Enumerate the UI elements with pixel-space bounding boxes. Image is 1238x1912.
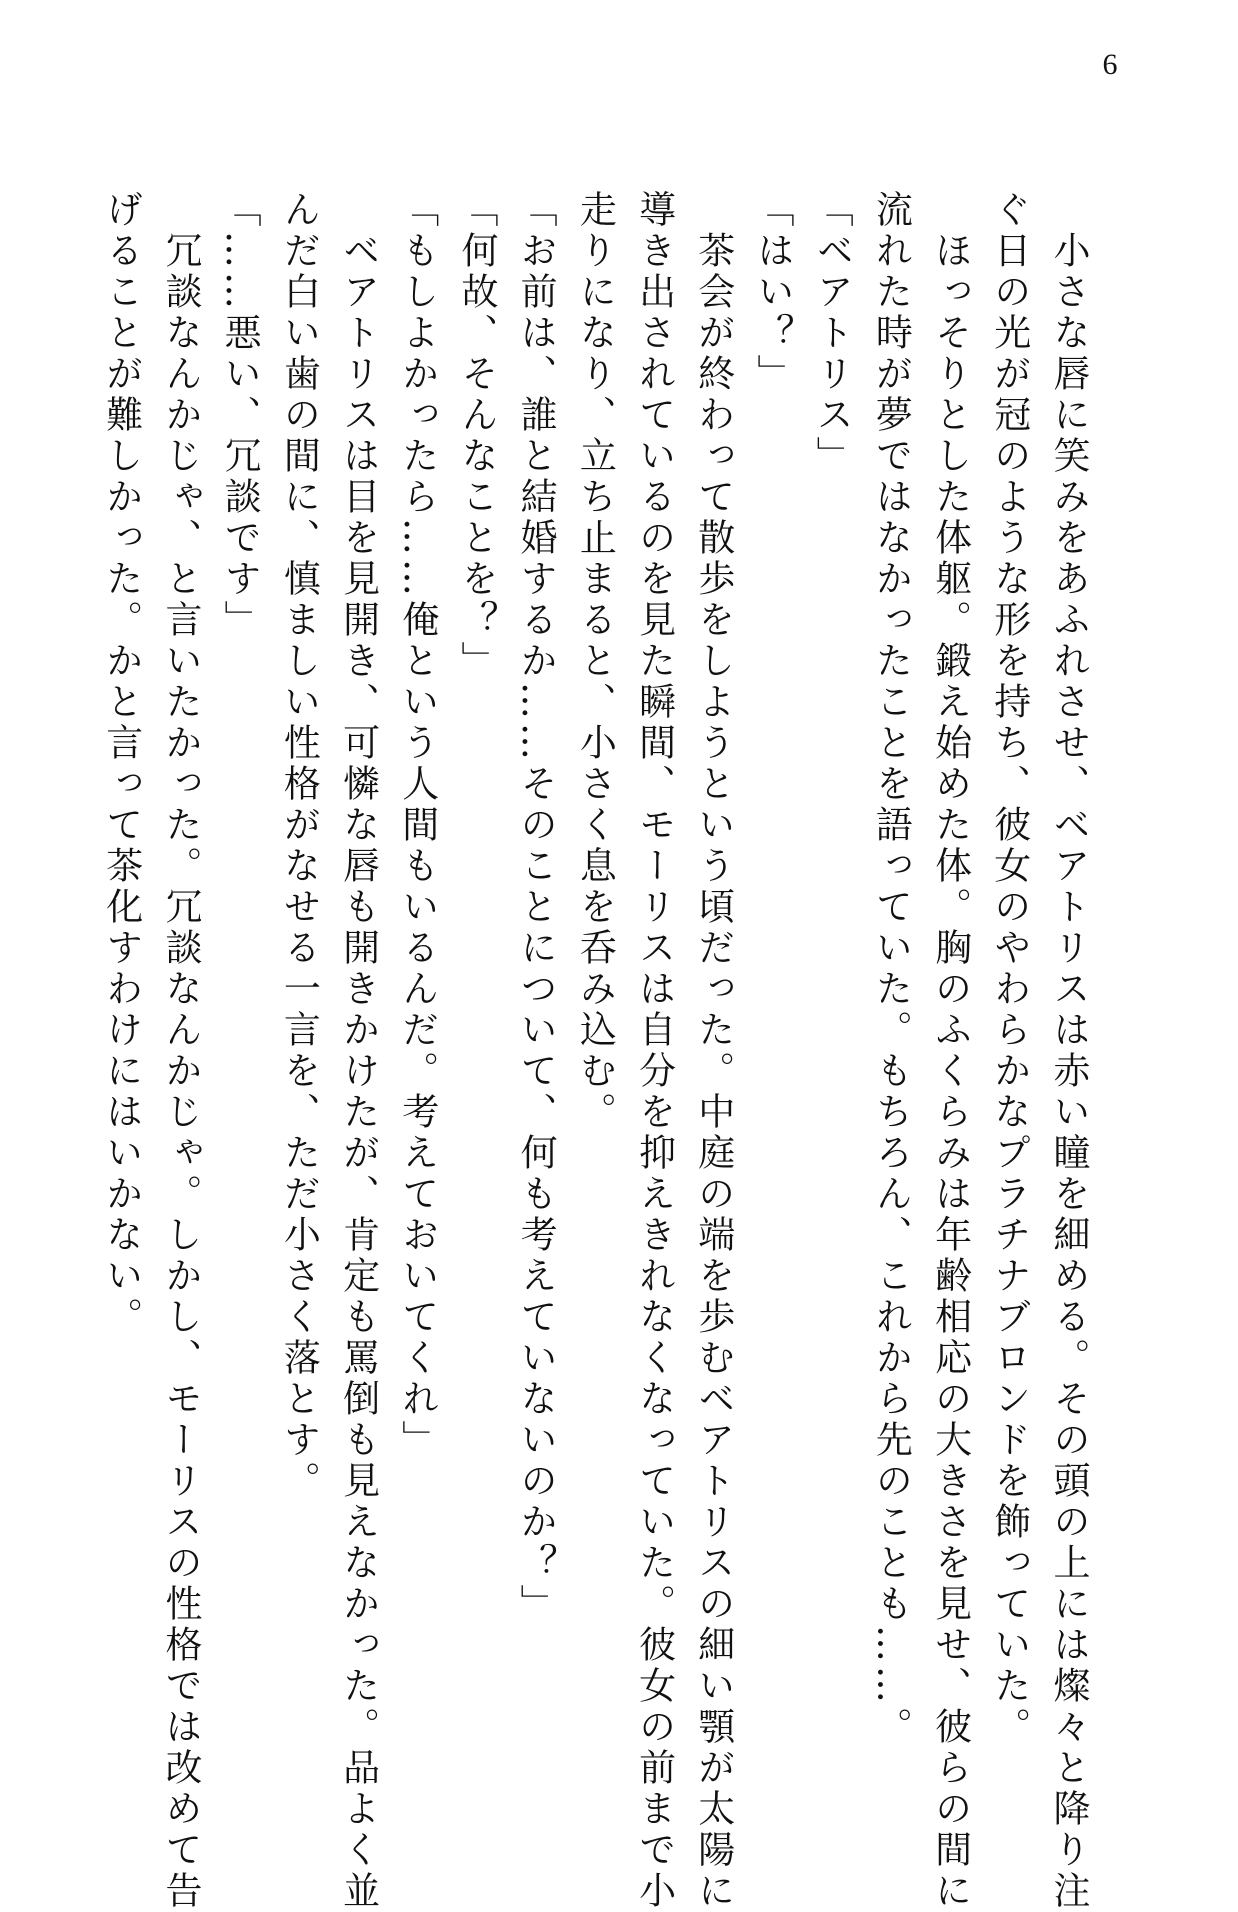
dialogue-line [210,190,269,1570]
paragraph [861,190,979,1912]
text-line: 流れた時が夢ではなかったことを語っていた。もちろん、これから先のことも……。 [869,190,913,1748]
text-line: 導き出されているのを見た瞬間、モーリスは自分を抑えきれなくなっていた。彼女の前まで小 [632,190,676,1912]
text-line: 走りになり、立ち止まると、小さく息を呑み込む。 [573,190,617,1133]
paragraph [269,190,387,1912]
paragraph [565,190,743,1912]
novel-body-text [92,190,1098,1912]
text-line: 「何故、そんなことを？」 [454,190,498,682]
dialogue-line [802,190,861,1570]
paragraph [980,190,1098,1912]
text-line: 「お前は、誰と結婚するか……そのことについて、何も考えていないのか？」 [514,190,558,1625]
text-line: ベアトリスは目を見開き、可憐な唇も開きかけたが、肯定も罵倒も見えなかった。品よく並 [336,190,380,1912]
text-line: ほっそりとした体躯。鍛え始めた体。胸のふくらみは年齢相応の大きさを見せ、彼らの間に [928,190,972,1912]
dialogue-line [447,190,506,1570]
text-line: ぐ日の光が冠のような形を持ち、彼女のやわらかなプラチナブロンドを飾っていた。 [987,190,1031,1748]
text-line: んだ白い歯の間に、慎ましい性格がなせる一言を、ただ小さく落とす。 [277,190,321,1502]
paragraph [92,190,210,1912]
text-line: 小さな唇に笑みをあふれさせ、ベアトリスは赤い瞳を細める。その頭の上には燦々と降り注 [1047,190,1090,1912]
text-line: 冗談なんかじゃ、と言いたかった。冗談なんかじゃ。しかし、モーリスの性格では改めて告 [158,190,202,1912]
text-line: 「はい？」 [750,190,794,395]
page-number: 6 [1102,48,1118,81]
text-line: 「……悪い、冗談です」 [218,190,262,641]
text-line: 「もしよかったら……俺という人間もいるんだ。考えておいてくれ」 [395,190,439,1461]
dialogue-line [388,190,447,1570]
dialogue-line [506,190,565,1625]
text-line: 「ベアトリス」 [810,190,854,477]
text-line: 茶会が終わって散歩をしようという頃だった。中庭の端を歩むベアトリスの細い顎が太陽に [691,190,735,1912]
dialogue-line [743,190,802,1570]
text-line: げることが難しかった。かと言って茶化すわけにはいかない。 [99,190,143,1338]
